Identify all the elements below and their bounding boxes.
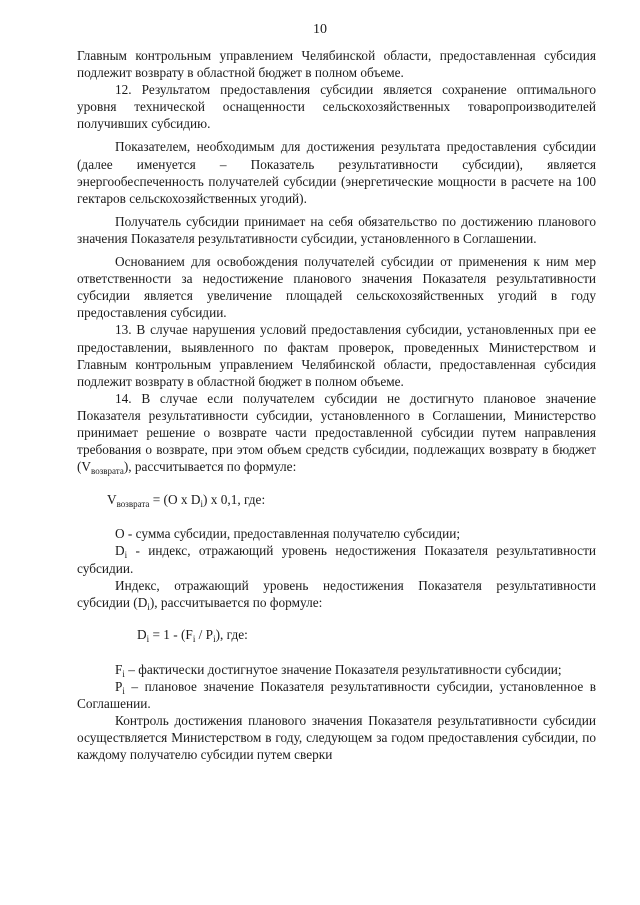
definition-p-subscript: i — [122, 686, 125, 696]
definition-p-letter: P — [115, 679, 123, 694]
paragraph-14-subscript: возврата — [91, 466, 124, 477]
paragraph-obligation: Получатель субсидии принимает на себя обязательство по достижению планового значения Показателя результативности субсидии, установленного в Соглашении. — [77, 213, 596, 246]
formula1-middle: = (O x D — [149, 492, 201, 508]
formula2-f-subscript: i — [192, 633, 196, 644]
definition-d-subscript: i — [124, 550, 128, 561]
definition-o: О - сумма субсидии, предоставленная получателю субсидии; — [115, 526, 461, 542]
formula2-middle: = 1 - (F — [149, 626, 193, 642]
formula2-p-subscript: i — [213, 633, 216, 644]
definition-f-text: – фактически достигнутое значение Показателя результативности субсидии; — [124, 661, 562, 677]
definition-p — [77, 678, 596, 712]
paragraph-control: Контроль достижения планового значения Показателя результативности субсидии осуществляется Министерством в году, следующем за годом предоставления субсидии, по каждому получателю субсидии путем сверки — [77, 713, 596, 763]
formula-return-amount — [77, 491, 596, 508]
formula1-v: V — [107, 492, 117, 508]
formula-index — [77, 626, 596, 643]
paragraph-12: 12. Результатом предоставления субсидии является сохранение оптимального уровня технической оснащенности сельскохозяйственных товаропроизводителей получивших субсидию. — [77, 82, 596, 132]
formula2-end: ), где: — [215, 626, 248, 642]
paragraph-index-text: Индекс, отражающий уровень недостижения Показателя результативности субсидии (D — [77, 577, 596, 610]
paragraph-indicator: Показателем, необходимым для достижения результата предоставления субсидии (далее именуется – Показатель результативности субсидии), является энергообеспеченность получателей субсидии (энергетические мощности в расчете на 100 гектаров сельскохозяйственных угодий). — [77, 139, 596, 206]
definition-d-letter: D — [115, 543, 125, 559]
paragraph-index-end: ), рассчитывается по формуле: — [149, 594, 323, 610]
paragraph-14 — [77, 390, 596, 475]
formula1-i-subscript: i — [200, 499, 203, 510]
paragraph-14-text: 14. В случае если получателем субсидии не достигнуто плановое значение Показателя результативности субсидии, установленного в Соглашении, Министерство принимает решение о возврате части предоставленной субсидии путем направления требования о возврате, при этом объем средств субсидии, подлежащих возврату в бюджет (V — [77, 390, 596, 475]
formula1-end: ) x 0,1, где: — [203, 492, 266, 508]
definition-f — [77, 661, 596, 678]
formula2-slash: / P — [195, 626, 214, 642]
paragraph-index — [77, 577, 596, 611]
paragraph-index-subscript: i — [147, 601, 150, 612]
paragraph-continuation: Главным контрольным управлением Челябинской области, предоставленная субсидия подлежит возврату в областной бюджет в полном объеме. — [77, 48, 596, 81]
paragraph-14-end: ), рассчитывается по формуле: — [123, 459, 297, 475]
formula2-d: D — [137, 626, 147, 642]
paragraph-13: 13. В случае нарушения условий предоставления субсидии, установленных при ее предоставлении, выявленного по фактам проверок, проведенных Министерством и Главным контрольным управлением Челябинской области, предоставленная субсидия подлежит возврату в областной бюджет в полном объеме. — [77, 322, 596, 389]
formula1-v-subscript: возврата — [116, 499, 150, 510]
formula2-d-subscript: i — [146, 633, 150, 644]
definition-f-subscript: i — [122, 668, 125, 679]
definition-d — [77, 542, 596, 576]
document-body — [77, 47, 596, 763]
definition-p-text: – плановое значение Показателя результативности субсидии, установленное в Соглашении. — [77, 679, 596, 712]
definition-f-letter: F — [115, 661, 123, 677]
page-number: 10 — [313, 22, 327, 37]
paragraph-release-basis: Основанием для освобождения получателей субсидии от применения к ним мер ответственности за недостижение планового значения Показателя результативности субсидии является увеличение площадей сельскохозяйственных угодий в году предоставления субсидии. — [77, 254, 596, 321]
definition-d-text: - индекс, отражающий уровень недостижения Показателя результативности субсидии. — [77, 543, 596, 576]
